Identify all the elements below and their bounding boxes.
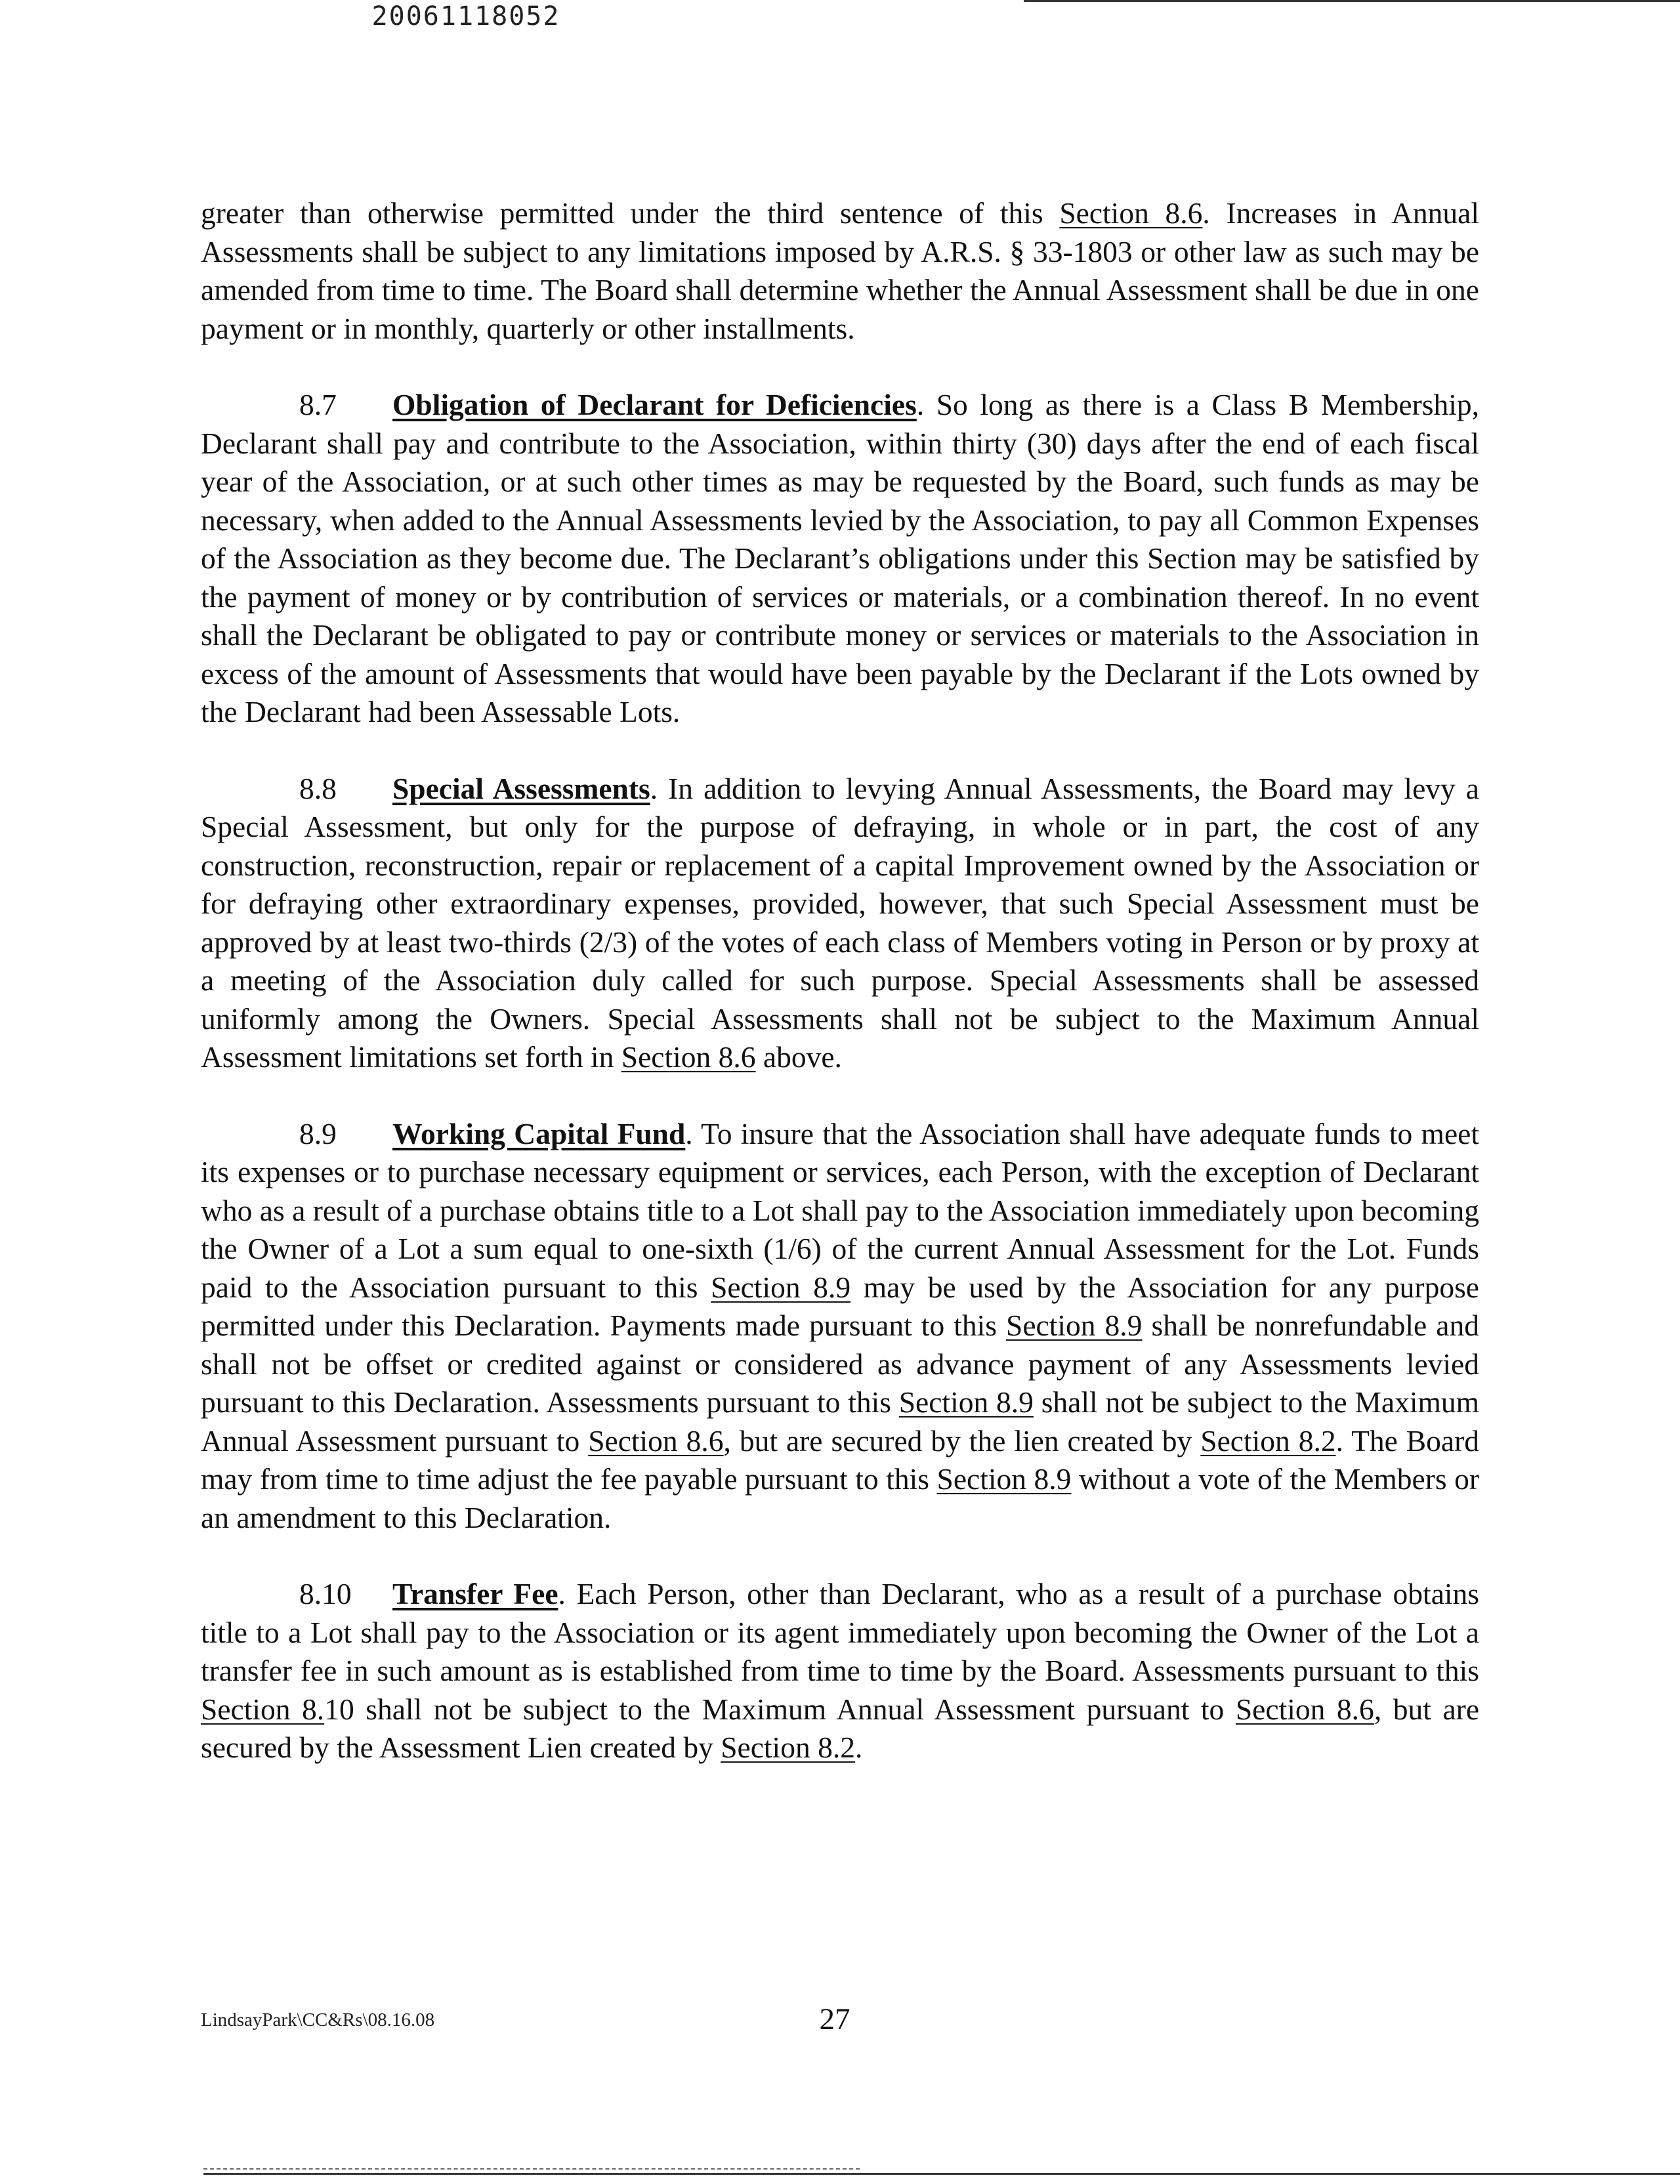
section-8-9 bbox=[201, 1115, 1479, 1538]
section-8-8 bbox=[201, 770, 1479, 1077]
section-heading: Obligation of Declarant for Deficiencies bbox=[392, 388, 917, 421]
section-number: 8.8 bbox=[299, 771, 337, 805]
section-number: 8.9 bbox=[299, 1116, 337, 1150]
section-reference: Section 8.9 bbox=[936, 1462, 1072, 1496]
text: above. bbox=[755, 1040, 842, 1074]
top-rule bbox=[1024, 0, 1680, 2]
document-number: 20061118052 bbox=[371, 1, 560, 32]
text: , but are secured by the Assessment Lien created by bbox=[201, 1692, 1480, 1764]
section-heading: Transfer Fee bbox=[392, 1577, 558, 1610]
text: . The Board may from time to time adjust the fee payable pursuant to this bbox=[201, 1423, 1479, 1496]
document-body bbox=[201, 194, 1479, 1805]
page-number: 27 bbox=[819, 2002, 850, 2036]
section-heading: Special Assessments bbox=[392, 771, 650, 805]
section-reference: Section 8.6 bbox=[1235, 1692, 1374, 1726]
text: . bbox=[854, 1731, 863, 1764]
section-heading: Working Capital Fund bbox=[392, 1116, 686, 1150]
section-8-10 bbox=[201, 1575, 1479, 1767]
section-reference: Section 8.6 bbox=[1059, 196, 1203, 230]
text: greater than otherwise permitted under the third sentence of this bbox=[201, 196, 1060, 230]
section-reference: Section 8. bbox=[201, 1692, 325, 1726]
text: . Each Person, other than Declarant, who as a result of a purchase obtains title to a Lot shall pay to the Association or its agent immediately upon becoming the Owner of the Lot a transfer fee in such amount as is established from time to time by the Board. Assessments pursuant to this bbox=[201, 1577, 1479, 1687]
section-reference: Section 8.9 bbox=[898, 1385, 1034, 1419]
footer-file-reference: LindsayPark\CC&Rs\08.16.08 bbox=[201, 2009, 435, 2030]
text: 10 shall not be subject to the Maximum Annual Assessment pursuant to bbox=[324, 1692, 1236, 1726]
section-reference: Section 8.9 bbox=[711, 1270, 851, 1304]
text: may be used by the Association for any purpose permitted under this Declaration. Payments made pursuant to this bbox=[201, 1270, 1479, 1342]
section-reference: Section 8.6 bbox=[621, 1040, 756, 1074]
bottom-rule bbox=[203, 2173, 1680, 2175]
section-reference: Section 8.6 bbox=[588, 1423, 724, 1458]
section-8-7 bbox=[201, 386, 1479, 732]
text: . Increases in Annual Assessments shall be subject to any limitations imposed by A.R.S. § 33-1803 or other law as such may be amended from time to time. The Board shall determine whether the Annual Assessment shall be due in one payment or in monthly, quarterly or other installments. bbox=[201, 196, 1479, 345]
text: . In addition to levying Annual Assessments, the Board may levy a Special Assessment, but only for the purpose of defraying, in whole or in part, the cost of any construction, reconstruction, repair or replacement of a capital Improvement owned by the Association or for defraying other extraordinary expenses, provided, however, that such Special Assessment must be approved by at least two-thirds (2/3) of the votes of each class of Members voting in Person or by proxy at a meeting of the Association duly called for such purpose. Special Assessments shall be assessed uniformly among the Owners. Special Assessments shall not be subject to the Maximum Annual Assessment limitations set forth in bbox=[201, 771, 1479, 1074]
text: shall be nonrefundable and shall not be offset or credited against or considered as advance payment of any Assessments levied pursuant to this Declaration. Assessments pursuant to this bbox=[201, 1309, 1479, 1419]
section-reference: Section 8.2 bbox=[1200, 1423, 1336, 1458]
section-reference: Section 8.9 bbox=[1006, 1309, 1143, 1342]
section-reference: Section 8.2 bbox=[721, 1731, 855, 1764]
text: . To insure that the Association shall have adequate funds to meet its expenses or to purchase necessary equipment or services, each Person, with the exception of Declarant who as a result of a purchase obtains title to a Lot shall pay to the Association immediately upon becoming the Owner of a Lot a sum equal to one-sixth (1/6) of the current Annual Assessment for the Lot. Funds paid to the Association pursuant to this bbox=[201, 1116, 1479, 1304]
section-number: 8.10 bbox=[299, 1577, 352, 1610]
text: , but are secured by the lien created by bbox=[723, 1423, 1201, 1458]
text: without a vote of the Members or an amendment to this Declaration. bbox=[201, 1462, 1480, 1534]
paragraph-continuation bbox=[201, 194, 1479, 348]
text: . So long as there is a Class B Membership, Declarant shall pay and contribute to the Association, within thirty (30) days after the end of each fiscal year of the Association, or at such other times as may be requested by the Board, such funds as may be necessary, when added to the Annual Assessments levied by the Association, to pay all Common Expenses of the Association as they become due. The Declarant’s obligations under this Section may be satisfied by the payment of money or by contribution of services or materials, or a combination thereof. In no event shall the Declarant be obligated to pay or contribute money or services or materials to the Association in excess of the amount of Assessments that would have been payable by the Declarant if the Lots owned by the Declarant had been Assessable Lots. bbox=[201, 388, 1479, 728]
section-number: 8.7 bbox=[299, 388, 337, 421]
bottom-scan-artifact bbox=[203, 2168, 860, 2170]
text: shall not be subject to the Maximum Annual Assessment pursuant to bbox=[201, 1385, 1479, 1458]
